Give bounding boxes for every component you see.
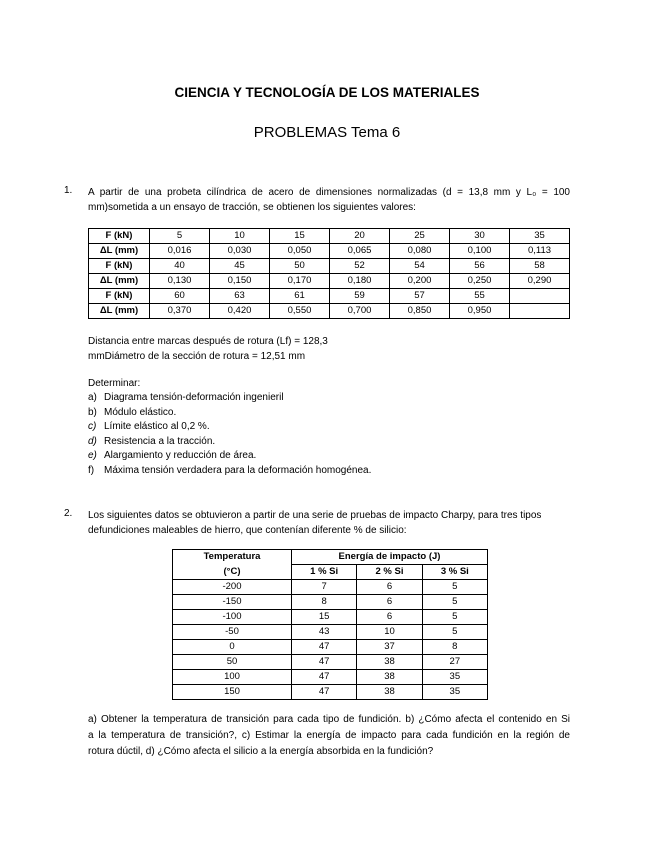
temperature-cell: -100 — [173, 610, 292, 625]
energy-cell: 47 — [292, 655, 357, 670]
table-row — [173, 655, 488, 670]
task-text: Diagrama tensión-deformación ingenieril — [104, 392, 284, 403]
table-cell: 15 — [270, 229, 330, 244]
row-header: ΔL (mm) — [89, 274, 150, 289]
energy-cell: 37 — [357, 640, 422, 655]
table-row — [89, 289, 570, 304]
determinar-label: Determinar: — [88, 378, 141, 389]
statement-line: mm)sometida a un ensayo de tracción, se obtienen los siguientes valores: — [88, 202, 416, 213]
task-text: Resistencia a la tracción. — [104, 435, 216, 447]
energy-cell: 47 — [292, 640, 357, 655]
task-text: Módulo elástico. — [104, 406, 177, 418]
task-letter: c) — [88, 421, 97, 432]
header-si-1: 1 % Si — [292, 565, 357, 580]
table-cell: 0,700 — [330, 304, 390, 319]
statement-line: A partir de una probeta cilíndrica de acero de dimensiones normalizadas (d = 13,8 mm y L₀ = 100 — [88, 187, 570, 198]
document-subtitle: PROBLEMAS Tema 6 — [253, 124, 401, 141]
table-cell: 40 — [150, 259, 210, 274]
table-cell — [510, 289, 570, 304]
table-cell: 0,250 — [450, 274, 510, 289]
table-header-row — [173, 565, 488, 580]
table-cell — [510, 304, 570, 319]
question-line: a la temperatura de transición?, c) Estimar la energía de impacto para cada fundición en la región de — [88, 730, 570, 741]
problem-1-number: 1. — [64, 185, 73, 196]
table-cell: 50 — [270, 259, 330, 274]
energy-cell: 5 — [422, 625, 487, 640]
table-cell: 5 — [150, 229, 210, 244]
table-cell: 30 — [450, 229, 510, 244]
energy-cell: 6 — [357, 580, 422, 595]
task-letter: d) — [88, 435, 97, 447]
energy-cell: 5 — [422, 610, 487, 625]
table-cell: 0,080 — [390, 244, 450, 259]
problem-2-statement — [88, 508, 570, 538]
header-si-2: 2 % Si — [357, 565, 422, 580]
row-header: ΔL (mm) — [89, 304, 150, 319]
table-cell: 0,150 — [210, 274, 270, 289]
info-line: mmDiámetro de la sección de rotura = 12,51 mm — [88, 351, 306, 362]
header-energy: Energía de impacto (J) — [292, 550, 488, 565]
table-cell: 54 — [390, 259, 450, 274]
table-row — [173, 625, 488, 640]
table-cell: 0,170 — [270, 274, 330, 289]
task-item — [88, 420, 371, 435]
problem-2-questions — [88, 712, 570, 760]
energy-cell: 35 — [422, 670, 487, 685]
table-cell: 60 — [150, 289, 210, 304]
table-cell: 10 — [210, 229, 270, 244]
energy-cell: 7 — [292, 580, 357, 595]
table-cell: 0,030 — [210, 244, 270, 259]
table-row — [173, 685, 488, 700]
table-cell: 0,850 — [390, 304, 450, 319]
table-row — [89, 274, 570, 289]
table-row — [89, 259, 570, 274]
energy-cell: 8 — [292, 595, 357, 610]
task-item — [88, 391, 371, 406]
table-row — [173, 580, 488, 595]
energy-cell: 43 — [292, 625, 357, 640]
task-list — [88, 391, 371, 478]
header-si-3: 3 % Si — [422, 565, 487, 580]
table-cell: 0,065 — [330, 244, 390, 259]
document-title: CIENCIA Y TECNOLOGÍA DE LOS MATERIALES — [174, 85, 480, 100]
energy-cell: 27 — [422, 655, 487, 670]
table-cell: 57 — [390, 289, 450, 304]
charpy-table — [172, 549, 488, 700]
row-header: F (kN) — [89, 229, 150, 244]
row-header: F (kN) — [89, 289, 150, 304]
table-row — [173, 610, 488, 625]
table-cell: 0,950 — [450, 304, 510, 319]
energy-cell: 35 — [422, 685, 487, 700]
energy-cell: 38 — [357, 670, 422, 685]
table-cell: 45 — [210, 259, 270, 274]
row-header: ΔL (mm) — [89, 244, 150, 259]
task-item — [88, 406, 371, 421]
temperature-cell: -200 — [173, 580, 292, 595]
task-text: Alargamiento y reducción de área. — [104, 450, 257, 461]
energy-cell: 6 — [357, 610, 422, 625]
table-cell: 58 — [510, 259, 570, 274]
table-row — [173, 670, 488, 685]
task-letter: f) — [88, 464, 95, 476]
table-row — [89, 304, 570, 319]
table-cell: 61 — [270, 289, 330, 304]
problem-2-number: 2. — [64, 508, 73, 519]
table-cell: 0,290 — [510, 274, 570, 289]
energy-cell: 5 — [422, 580, 487, 595]
row-header: F (kN) — [89, 259, 150, 274]
header-temperature: Temperatura — [173, 550, 292, 565]
table-cell: 0,113 — [510, 244, 570, 259]
task-item — [88, 464, 371, 479]
table-cell: 25 — [390, 229, 450, 244]
table-cell: 55 — [450, 289, 510, 304]
table-cell: 0,420 — [210, 304, 270, 319]
table-cell: 0,180 — [330, 274, 390, 289]
header-temperature-unit: (°C) — [173, 565, 292, 580]
table-cell: 52 — [330, 259, 390, 274]
table-cell: 20 — [330, 229, 390, 244]
temperature-cell: -150 — [173, 595, 292, 610]
energy-cell: 6 — [357, 595, 422, 610]
table-row — [89, 244, 570, 259]
table-cell: 0,370 — [150, 304, 210, 319]
task-item — [88, 449, 371, 464]
question-line: a) Obtener la temperatura de transición para cada tipo de fundición. b) ¿Cómo afecta el contenido en Si — [88, 714, 570, 725]
task-text: Límite elástico al 0,2 %. — [104, 421, 210, 432]
task-text: Máxima tensión verdadera para la deformación homogénea. — [104, 464, 372, 476]
temperature-cell: 100 — [173, 670, 292, 685]
table-cell: 0,130 — [150, 274, 210, 289]
energy-cell: 15 — [292, 610, 357, 625]
problem-1-statement — [88, 185, 570, 215]
energy-cell: 47 — [292, 685, 357, 700]
table-cell: 35 — [510, 229, 570, 244]
question-line: rotura dúctil, d) ¿Cómo afecta el silicio a la energía absorbida en la fundición? — [88, 746, 434, 757]
table-row — [89, 229, 570, 244]
table-cell: 59 — [330, 289, 390, 304]
task-letter: a) — [88, 392, 97, 403]
statement-line: Los siguientes datos se obtuvieron a partir de una serie de pruebas de impacto Charpy, para tres tipos — [88, 510, 542, 521]
table-cell: 0,050 — [270, 244, 330, 259]
table-row — [173, 640, 488, 655]
rupture-info — [88, 334, 570, 364]
statement-line: defundiciones maleables de hierro, que contenían diferente % de silicio: — [88, 525, 407, 536]
energy-cell: 38 — [357, 685, 422, 700]
table-cell: 0,200 — [390, 274, 450, 289]
temperature-cell: 150 — [173, 685, 292, 700]
tensile-test-table — [88, 228, 570, 319]
table-cell: 0,016 — [150, 244, 210, 259]
energy-cell: 47 — [292, 670, 357, 685]
task-letter: b) — [88, 406, 97, 418]
energy-cell: 10 — [357, 625, 422, 640]
energy-cell: 38 — [357, 655, 422, 670]
task-item — [88, 435, 371, 450]
energy-cell: 5 — [422, 595, 487, 610]
table-header-row — [173, 550, 488, 565]
table-cell: 0,100 — [450, 244, 510, 259]
energy-cell: 8 — [422, 640, 487, 655]
table-cell: 63 — [210, 289, 270, 304]
temperature-cell: 0 — [173, 640, 292, 655]
task-letter: e) — [88, 450, 97, 461]
table-row — [173, 595, 488, 610]
table-cell: 56 — [450, 259, 510, 274]
temperature-cell: 50 — [173, 655, 292, 670]
info-line: Distancia entre marcas después de rotura (Lf) = 128,3 — [88, 336, 328, 347]
table-cell: 0,550 — [270, 304, 330, 319]
temperature-cell: -50 — [173, 625, 292, 640]
